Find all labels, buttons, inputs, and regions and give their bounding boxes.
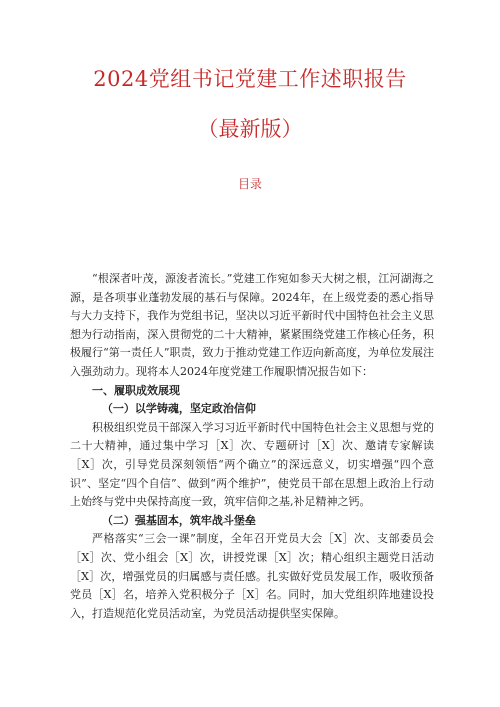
document-title: 2024党组书记党建工作述职报告 bbox=[93, 67, 407, 91]
subsection-paragraph-1: 积极组织党员干部深入学习习近平新时代中国特色社会主义思想与党的二十大精神，通过集中学习［X］次、专题研讨［X］次、邀请专家解读［X］次，引导党员深刻领悟“两个确立”的深远意义，切实增强“四个意识”、坚定“四个自信”、做到“两个维护”，使党员干部在思想上政治上行动上始终与党中央保持高度一致，筑牢信仰之基,补足精神之钙。 bbox=[70, 420, 434, 509]
subsection-paragraph-2: 严格落实“三会一课”制度，全年召开党员大会［X］次、支部委员会［X］次、党小组会［X］次，讲授党课［X］次；精心组织主题党日活动［X］次，增强党员的归属感与责任感。扎实做好党员发展工作，吸收预备党员［X］名，培养入党积极分子［X］名。同时，加大党组织阵地建设投入，打造规范化党员活动室，为党员活动提供坚实保障。 bbox=[70, 532, 434, 620]
document-subtitle: （最新版） bbox=[197, 117, 303, 141]
section-heading: 一、履职成效展现 bbox=[92, 383, 180, 397]
subsection-heading-2: （二）强基固本，筑牢战斗堡垒 bbox=[101, 513, 256, 527]
toc-link[interactable]: 目录 bbox=[237, 177, 262, 191]
intro-paragraph: “根深者叶茂，源浚者流长。”党建工作宛如参天大树之根，江河湖海之源，是各项事业蓬勃发展的基石与保障。2024年，在上级党委的悉心指导与大力支持下，我作为党组书记，坚决以习近平新时代中国特色社会主义思想为行动指南，深入贯彻党的二十大精神，紧紧围绕党建工作核心任务，积极履行“第一责任人”职责，致力于推动党建工作迈向新高度，为单位发展注入强劲动力。现将本人2024年度党建工作履职情况报告如下： bbox=[70, 272, 434, 378]
document-body bbox=[70, 270, 434, 623]
subsection-heading-1: （一）以学铸魂，坚定政治信仰 bbox=[101, 402, 256, 416]
